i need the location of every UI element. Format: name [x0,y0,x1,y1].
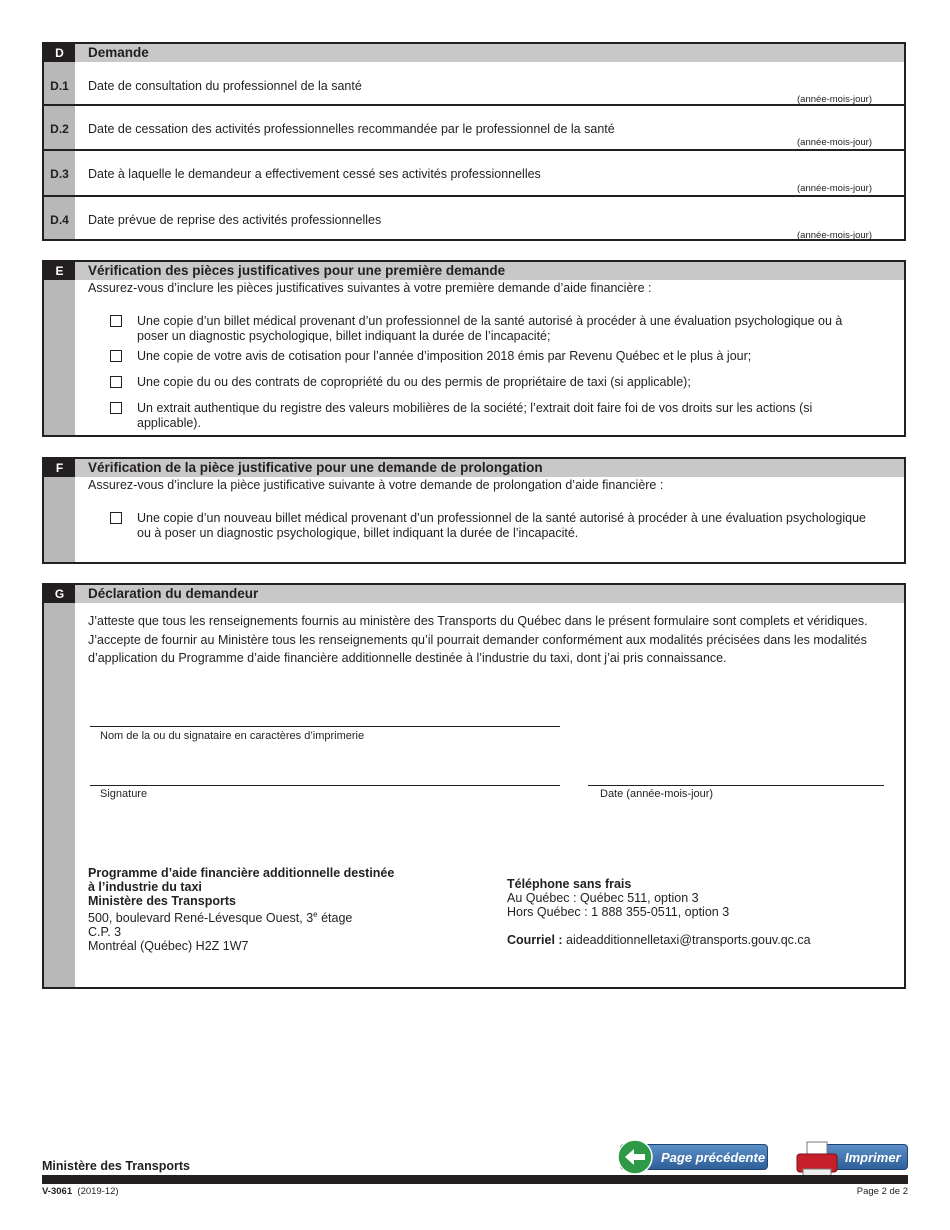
form-code: V-3061 (2019-12) [42,1186,119,1197]
section-title: Demande [75,44,904,62]
phone-quebec: Au Québec : Québec 511, option 3 [507,891,699,905]
checkbox-co-ownership[interactable] [110,376,122,388]
section-letter: D [44,44,75,62]
section-intro: Assurez-vous d’inclure la pièce justificative suivante à votre demande de prolongation d’aide financière : [88,478,664,492]
row-number: D.1 [50,79,69,93]
section-title: Vérification des pièces justificatives pour une première demande [75,262,904,280]
row-label: Date de cessation des activités professionnelles recommandée par le professionnel de la santé [88,122,615,136]
footer-bar [42,1175,908,1184]
program-name-line1: Programme d’aide financière additionnelle destinée [88,866,395,880]
phone-outside: Hors Québec : 1 888 355-0511, option 3 [507,905,730,919]
checkbox-label: Une copie d’un nouveau billet médical provenant d’un professionnel de la santé autorisé à procéder à une évaluation psychologique ou à poser un diagnostic psychologique, billet indiquant la durée de l’incapacité. [137,511,866,540]
section-letter: G [44,585,75,603]
contact-info [507,877,811,947]
page-number: Page 2 de 2 [856,1186,908,1197]
checkbox-securities-register[interactable] [110,402,122,414]
print-button[interactable] [812,1144,908,1170]
street-address: 500, boulevard René-Lévesque Ouest, 3e étage [88,910,353,926]
date-format-hint: (année-mois-jour) [797,230,872,241]
print-label: Imprimer [845,1150,901,1165]
po-box: C.P. 3 [88,925,122,940]
previous-page-button[interactable] [620,1144,768,1170]
section-title: Déclaration du demandeur [75,585,904,603]
date-row-d1[interactable] [44,62,904,106]
checkbox-label: Un extrait authentique du registre des valeurs mobilières de la société; l’extrait doit faire foi de vos droits sur les actions (si applicable). [137,401,813,430]
row-number: D.2 [50,122,69,136]
row-label: Date prévue de reprise des activités professionnelles [88,213,382,227]
date-row-d3[interactable] [44,151,904,197]
section-letter: F [44,459,75,477]
date-label: Date (année-mois-jour) [600,788,714,800]
section-f [42,457,906,564]
section-e [42,260,906,437]
row-number: D.4 [50,213,69,227]
row-label: Date de consultation du professionnel de la santé [88,79,362,93]
date-format-hint: (année-mois-jour) [797,94,872,105]
checkbox-tax-notice[interactable] [110,350,122,362]
row-number: D.3 [50,167,69,181]
date-row-d2[interactable] [44,106,904,151]
mailing-address [88,866,394,953]
email-line: Courriel : aideadditionnelletaxi@transports.gouv.qc.ca [507,933,811,947]
date-format-hint: (année-mois-jour) [797,183,872,194]
declaration-text: J’atteste que tous les renseignements fournis au ministère des Transports du Québec dans le présent formulaire sont complets et véridiques. J’accepte de fournir au Ministère tous les renseignements qu’il pourrait demander conformément aux modalités précisées dans les modalités d’application du Programme d’aide financière additionnelle destinée à l’industrie du taxi, dont j’ai pris connaissance. [88,614,868,665]
checkbox-label: Une copie de votre avis de cotisation pour l’année d’imposition 2018 émis par Revenu Québec et le plus à jour; [137,349,752,363]
city-postal: Montréal (Québec) H2Z 1W7 [88,939,249,954]
phone-title: Téléphone sans frais [507,877,632,891]
ministry-name: Ministère des Transports [88,894,236,908]
section-g [42,583,906,989]
row-label: Date à laquelle le demandeur a effectivement cessé ses activités professionnelles [88,167,541,181]
signature-field[interactable] [90,785,560,786]
signatory-name-label: Nom de la ou du signataire en caractères d’imprimerie [100,730,365,742]
date-format-hint: (année-mois-jour) [797,137,872,148]
checkbox-medical-note[interactable] [110,315,122,327]
footer-ministry: Ministère des Transports [42,1159,190,1173]
date-row-d4[interactable] [44,197,904,241]
checkbox-label: Une copie du ou des contrats de copropriété du ou des permis de propriétaire de taxi (si applicable); [137,375,691,389]
date-field[interactable] [588,785,884,786]
checkbox-new-medical-note[interactable] [110,512,122,524]
section-intro: Assurez-vous d’inclure les pièces justificatives suivantes à votre première demande d’aide financière : [88,281,652,295]
section-title: Vérification de la pièce justificative pour une demande de prolongation [75,459,904,477]
signatory-name-field[interactable] [90,726,560,727]
program-name-line2: à l’industrie du taxi [88,880,202,894]
previous-page-label: Page précédente [661,1150,766,1165]
section-d [42,42,906,241]
section-letter: E [44,262,75,280]
signature-label: Signature [100,788,148,800]
back-arrow-icon [617,1139,653,1175]
checkbox-label: Une copie d’un billet médical provenant d’un professionnel de la santé autorisé à procéder à une évaluation psychologique ou à poser un diagnostic psychologique, billet indiquant la durée de l’incapacité; [137,314,843,343]
email-address[interactable]: aideadditionnelletaxi@transports.gouv.qc.ca [566,933,811,947]
